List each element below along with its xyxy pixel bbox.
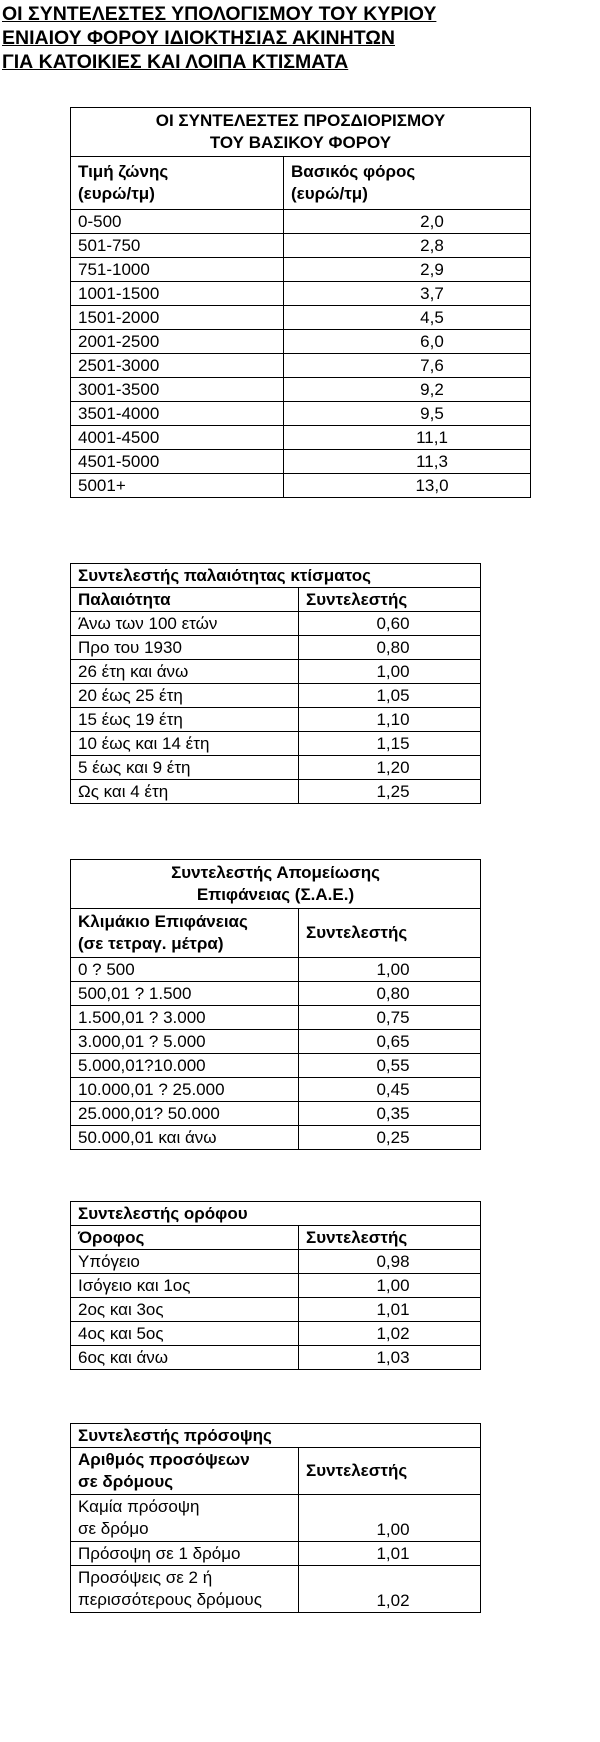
table-heading-row xyxy=(71,1202,481,1226)
header-line: Βασικός φόρος xyxy=(291,162,416,181)
table-column-header-row xyxy=(71,1448,481,1495)
table-row xyxy=(71,1054,481,1078)
row-value: 1,10 xyxy=(299,708,481,732)
table-row xyxy=(71,1126,481,1150)
row-value: 4,5 xyxy=(284,306,531,330)
title-line-1: ΟΙ ΣΥΝΤΕΛΕΣΤΕΣ ΥΠΟΛΟΓΙΣΜΟΥ ΤΟΥ ΚΥΡΙΟΥ xyxy=(2,3,437,25)
column-header-basic-tax xyxy=(284,157,531,210)
table-heading-line: ΤΟΥ ΒΑΣΙΚΟΥ ΦΟΡΟΥ xyxy=(209,133,392,152)
row-label: 2001-2500 xyxy=(71,330,284,354)
row-label: 1501-2000 xyxy=(71,306,284,330)
row-value: 0,55 xyxy=(299,1054,481,1078)
table-heading-row xyxy=(71,564,481,588)
row-value: 0,65 xyxy=(299,1030,481,1054)
column-header-coefficient: Συντελεστής xyxy=(299,1226,481,1250)
row-label: 5 έως και 9 έτη xyxy=(71,756,299,780)
table-row xyxy=(71,1542,481,1566)
row-label: 500,01 ? 1.500 xyxy=(71,982,299,1006)
table-row xyxy=(71,258,531,282)
row-value: 9,5 xyxy=(284,402,531,426)
row-label: 15 έως 19 έτη xyxy=(71,708,299,732)
row-label: 26 έτη και άνω xyxy=(71,660,299,684)
row-label: 0-500 xyxy=(71,210,284,234)
table-row xyxy=(71,1078,481,1102)
row-label: 6ος και άνω xyxy=(71,1346,299,1370)
row-label: 3.000,01 ? 5.000 xyxy=(71,1030,299,1054)
table-row xyxy=(71,1274,481,1298)
table-heading-line: Συντελεστής Απομείωσης xyxy=(171,863,380,882)
table-row xyxy=(71,306,531,330)
row-value: 0,75 xyxy=(299,1006,481,1030)
table-row xyxy=(71,1495,481,1542)
table-heading-row xyxy=(71,1424,481,1448)
row-value: 1,02 xyxy=(299,1322,481,1346)
row-label: Προ του 1930 xyxy=(71,636,299,660)
header-line: (ευρώ/τμ) xyxy=(291,184,368,203)
header-line: Τιμή ζώνης xyxy=(78,162,169,181)
table-row xyxy=(71,1006,481,1030)
row-label: 4001-4500 xyxy=(71,426,284,450)
table-row xyxy=(71,732,481,756)
row-value: 1,15 xyxy=(299,732,481,756)
header-line: (σε τετραγ. μέτρα) xyxy=(78,934,224,953)
row-label: Πρόσοψη σε 1 δρόμο xyxy=(71,1542,299,1566)
row-value: 2,0 xyxy=(284,210,531,234)
row-label: 2501-3000 xyxy=(71,354,284,378)
table-row xyxy=(71,684,481,708)
area-reduction-table xyxy=(70,859,481,1150)
column-header-zone-price xyxy=(71,157,284,210)
table-column-header-row xyxy=(71,588,481,612)
row-label: 1001-1500 xyxy=(71,282,284,306)
table-row xyxy=(71,636,481,660)
row-label: 501-750 xyxy=(71,234,284,258)
row-value: 1,03 xyxy=(299,1346,481,1370)
column-header-frontages xyxy=(71,1448,299,1495)
table-heading-row xyxy=(71,860,481,909)
row-value: 0,80 xyxy=(299,636,481,660)
table-heading: Συντελεστής παλαιότητας κτίσματος xyxy=(71,564,481,588)
row-value: 1,01 xyxy=(299,1298,481,1322)
table-heading: Συντελεστής ορόφου xyxy=(71,1202,481,1226)
row-label xyxy=(71,1495,299,1542)
header-line: σε δρόμους xyxy=(78,1472,174,1491)
row-label: Ως και 4 έτη xyxy=(71,780,299,804)
table-row xyxy=(71,1322,481,1346)
row-label-line: Καμία πρόσοψη xyxy=(78,1497,200,1516)
table-body xyxy=(71,210,531,498)
table-row xyxy=(71,1298,481,1322)
row-value: 1,01 xyxy=(299,1542,481,1566)
table-row xyxy=(71,354,531,378)
table-row xyxy=(71,330,531,354)
row-label: 20 έως 25 έτη xyxy=(71,684,299,708)
table-row xyxy=(71,708,481,732)
table-row xyxy=(71,958,481,982)
row-label: Ισόγειο και 1ος xyxy=(71,1274,299,1298)
header-line: Αριθμός προσόψεων xyxy=(78,1450,250,1469)
row-label: 751-1000 xyxy=(71,258,284,282)
row-label xyxy=(71,1566,299,1613)
table-column-header-row xyxy=(71,909,481,958)
table-row xyxy=(71,234,531,258)
row-label: 2ος και 3ος xyxy=(71,1298,299,1322)
row-value: 13,0 xyxy=(284,474,531,498)
header-line: (ευρώ/τμ) xyxy=(78,184,155,203)
table-row xyxy=(71,1102,481,1126)
floor-coefficient-table xyxy=(70,1201,481,1370)
table-row xyxy=(71,1030,481,1054)
row-value: 1,00 xyxy=(299,660,481,684)
table-heading-line: ΟΙ ΣΥΝΤΕΛΕΣΤΕΣ ΠΡΟΣΔΙΟΡΙΣΜΟΥ xyxy=(155,111,446,130)
row-value: 0,35 xyxy=(299,1102,481,1126)
row-label: 0 ? 500 xyxy=(71,958,299,982)
row-value: 1,00 xyxy=(299,1495,481,1542)
table-heading-row xyxy=(71,108,531,157)
table-body xyxy=(71,958,481,1150)
table-row xyxy=(71,612,481,636)
row-label: 5001+ xyxy=(71,474,284,498)
row-label: 10 έως και 14 έτη xyxy=(71,732,299,756)
row-label-line: σε δρόμο xyxy=(78,1519,149,1538)
table-heading: Συντελεστής πρόσοψης xyxy=(71,1424,481,1448)
row-value: 1,20 xyxy=(299,756,481,780)
column-header-coefficient: Συντελεστής xyxy=(299,909,481,958)
column-header-area-bracket xyxy=(71,909,299,958)
row-value: 1,25 xyxy=(299,780,481,804)
row-value: 0,45 xyxy=(299,1078,481,1102)
column-header-coefficient: Συντελεστής xyxy=(299,1448,481,1495)
row-label: 10.000,01 ? 25.000 xyxy=(71,1078,299,1102)
building-age-table xyxy=(70,563,481,804)
row-value: 7,6 xyxy=(284,354,531,378)
table-row xyxy=(71,1566,481,1613)
row-value: 2,9 xyxy=(284,258,531,282)
title-line-2: ΕΝΙΑΙΟΥ ΦΟΡΟΥ ΙΔΙΟΚΤΗΣΙΑΣ ΑΚΙΝΗΤΩΝ xyxy=(2,27,395,49)
row-value: 1,00 xyxy=(299,958,481,982)
row-value: 9,2 xyxy=(284,378,531,402)
table-body xyxy=(71,612,481,804)
basic-tax-table xyxy=(70,107,531,498)
column-header-coefficient: Συντελεστής xyxy=(299,588,481,612)
table-row xyxy=(71,282,531,306)
table-row xyxy=(71,210,531,234)
row-label: 4501-5000 xyxy=(71,450,284,474)
row-value: 1,05 xyxy=(299,684,481,708)
table-body xyxy=(71,1250,481,1370)
table-column-header-row xyxy=(71,157,531,210)
row-value: 11,3 xyxy=(284,450,531,474)
row-label: 50.000,01 και άνω xyxy=(71,1126,299,1150)
row-label-line: περισσότερους δρόμους xyxy=(78,1590,262,1609)
frontage-coefficient-table xyxy=(70,1423,481,1613)
row-value: 1,00 xyxy=(299,1274,481,1298)
row-value: 2,8 xyxy=(284,234,531,258)
row-value: 0,60 xyxy=(299,612,481,636)
row-value: 1,02 xyxy=(299,1566,481,1613)
document-title xyxy=(2,2,436,74)
table-row xyxy=(71,756,481,780)
table-row xyxy=(71,450,531,474)
row-label: Άνω των 100 ετών xyxy=(71,612,299,636)
table-column-header-row xyxy=(71,1226,481,1250)
row-label-line: Προσόψεις σε 2 ή xyxy=(78,1568,213,1587)
row-value: 0,80 xyxy=(299,982,481,1006)
table-row xyxy=(71,982,481,1006)
title-line-3: ΓΙΑ ΚΑΤΟΙΚΙΕΣ ΚΑΙ ΛΟΙΠΑ ΚΤΙΣΜΑΤΑ xyxy=(2,51,349,73)
table-heading-line: Επιφάνειας (Σ.Α.Ε.) xyxy=(196,885,355,904)
table-row xyxy=(71,378,531,402)
table-row xyxy=(71,780,481,804)
row-label: 25.000,01? 50.000 xyxy=(71,1102,299,1126)
row-label: 3001-3500 xyxy=(71,378,284,402)
row-label: 3501-4000 xyxy=(71,402,284,426)
table-row xyxy=(71,426,531,450)
table-row xyxy=(71,1250,481,1274)
row-value: 6,0 xyxy=(284,330,531,354)
column-header-floor: Όροφος xyxy=(71,1226,299,1250)
row-label: Υπόγειο xyxy=(71,1250,299,1274)
row-label: 4ος και 5ος xyxy=(71,1322,299,1346)
table-row xyxy=(71,402,531,426)
table-row xyxy=(71,474,531,498)
table-row xyxy=(71,660,481,684)
column-header-age: Παλαιότητα xyxy=(71,588,299,612)
row-label: 1.500,01 ? 3.000 xyxy=(71,1006,299,1030)
row-value: 11,1 xyxy=(284,426,531,450)
row-value: 0,25 xyxy=(299,1126,481,1150)
header-line: Κλιμάκιο Επιφάνειας xyxy=(78,912,248,931)
row-value: 0,98 xyxy=(299,1250,481,1274)
row-value: 3,7 xyxy=(284,282,531,306)
table-row xyxy=(71,1346,481,1370)
row-label: 5.000,01?10.000 xyxy=(71,1054,299,1078)
